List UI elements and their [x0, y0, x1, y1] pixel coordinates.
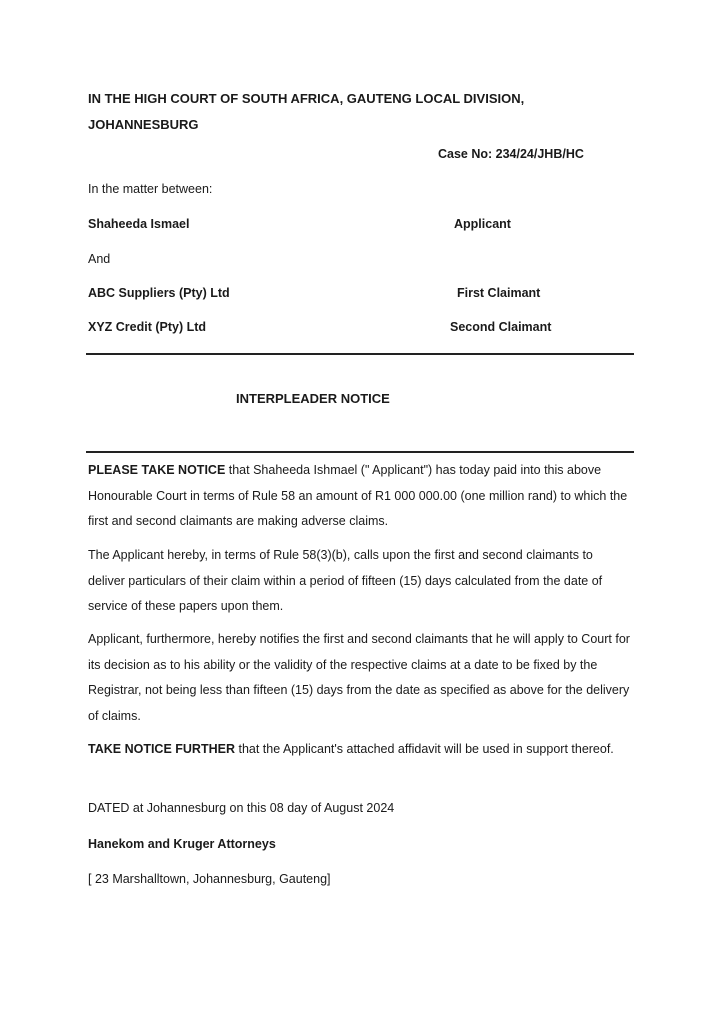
paragraph-3: Applicant, furthermore, hereby notifies the first and second claimants that he will apply to Court for its decision as to his ability or the validity of the respective claims at a date to be fixed by the Registrar, not being less than fifteen (15) days from the date as specified as above for the delivery of claims.: [88, 632, 630, 723]
paragraph-4: [88, 737, 633, 763]
applicant-name: Shaheeda Ismael: [88, 217, 190, 231]
first-claimant-role: First Claimant: [457, 286, 541, 300]
first-claimant-name: ABC Suppliers (Pty) Ltd: [88, 286, 230, 300]
notice-title: INTERPLEADER NOTICE: [236, 391, 390, 406]
case-number: Case No: 234/24/JHB/HC: [438, 147, 584, 161]
divider-bottom: [86, 451, 634, 453]
matter-intro: In the matter between:: [88, 182, 213, 196]
court-heading: IN THE HIGH COURT OF SOUTH AFRICA, GAUTENG LOCAL DIVISION, JOHANNESBURG: [88, 91, 525, 132]
paragraph-2: The Applicant hereby, in terms of Rule 58(3)(b), calls upon the first and second claimants to deliver particulars of their claim within a period of fifteen (15) days calculated from the date of service of these papers upon them.: [88, 548, 603, 613]
second-claimant-name: XYZ Credit (Pty) Ltd: [88, 320, 207, 334]
paragraph-1-text: that Shaheeda Ishmael (" Applicant") has today paid into this above Honourable Court in terms of Rule 58 an amount of R1 000 000.00 (one million rand) to which the first and second claimants are making adverse claims.: [88, 463, 628, 528]
second-claimant-role: Second Claimant: [450, 320, 552, 334]
paragraph-4-lead: TAKE NOTICE FURTHER: [88, 742, 235, 756]
paragraph-1: [88, 458, 633, 535]
dated-line: DATED at Johannesburg on this 08 day of August 2024: [88, 801, 395, 815]
paragraph-4-text: that the Applicant's attached affidavit will be used in support thereof.: [235, 742, 614, 756]
applicant-role: Applicant: [454, 217, 511, 231]
divider-top: [86, 353, 634, 355]
firm-name: Hanekom and Kruger Attorneys: [88, 837, 276, 851]
party-conjunction: And: [88, 252, 111, 266]
firm-address: [ 23 Marshalltown, Johannesburg, Gauteng]: [88, 872, 331, 886]
paragraph-1-lead: PLEASE TAKE NOTICE: [88, 463, 226, 477]
